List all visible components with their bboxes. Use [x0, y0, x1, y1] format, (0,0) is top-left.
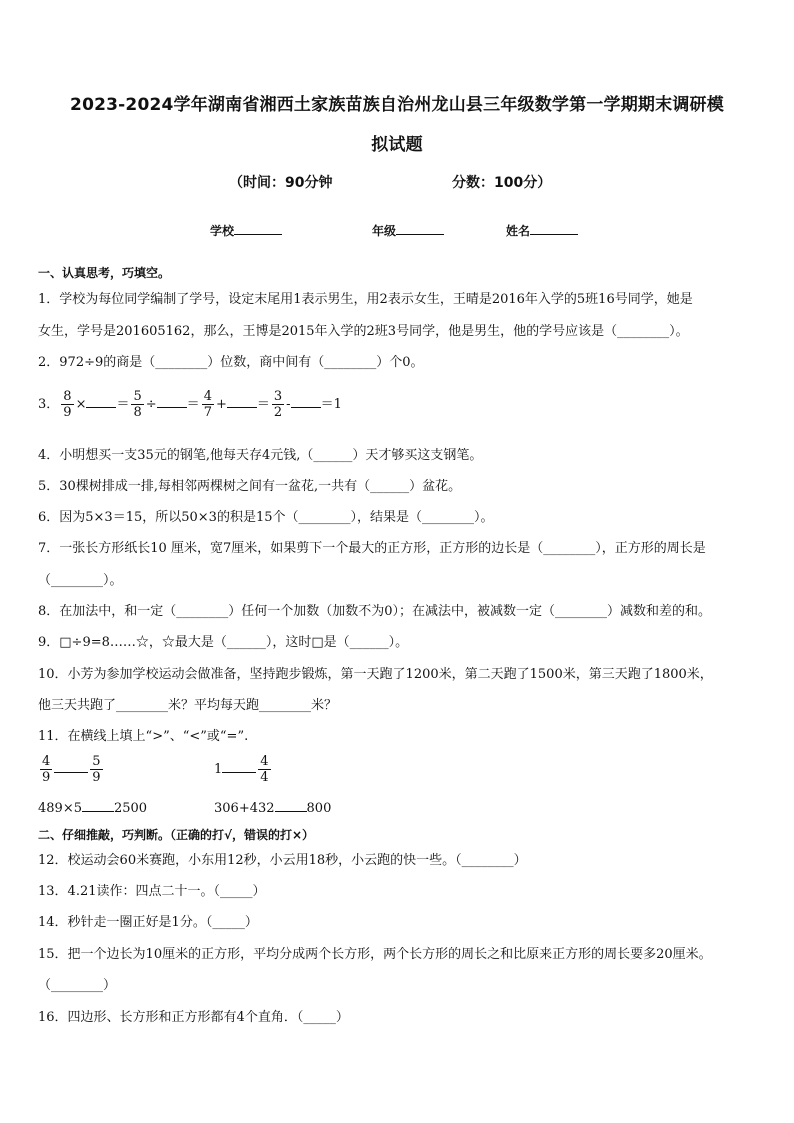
- q3-fraction-4: $\frac{3}{2}$: [273, 389, 283, 420]
- section-1-heading: 一、认真思考，巧填空。: [38, 266, 171, 280]
- q11-item-a: [38, 754, 105, 785]
- q3-blank-1[interactable]: [86, 397, 116, 408]
- q11a-blank[interactable]: [54, 762, 88, 773]
- q11c-left: 489×5: [38, 801, 82, 816]
- question-3: 3． $\frac{8}{9}$ × ＝ $\frac{5}{8}$ ÷ ＝ $\frac{4}{7}$ + ＝ $\frac{3}{2}$ - ＝1: [38, 389, 342, 420]
- q11c-right: 2500: [113, 801, 148, 816]
- grade-field[interactable]: [372, 222, 396, 239]
- exam-title-line1: 2023-2024学年湖南省湘西土家族苗族自治州龙山县三年级数学第一学期期末调研模: [70, 95, 724, 115]
- school-field[interactable]: [210, 222, 234, 239]
- question-5: 5．30棵树排成一排,每相邻两棵树之间有一盆花,一共有（______）盆花。: [38, 479, 462, 494]
- question-14: 14．秒针走一圈正好是1分。（_____）: [38, 915, 258, 930]
- exam-title-line2: 拟试题: [371, 135, 423, 155]
- question-9: 9．□÷9=8……☆，☆最大是（______），这时□是（______）。: [38, 635, 409, 650]
- question-4: 4．小明想买一支35元的钢笔,他每天存4元钱,（______）天才够买这支钢笔。: [38, 448, 483, 463]
- name-field[interactable]: [506, 222, 530, 239]
- question-13: 13．4.21读作：四点二十一。（_____）: [38, 884, 266, 899]
- grade-label: 年级: [372, 224, 397, 238]
- q3-blank-2[interactable]: [157, 397, 187, 408]
- question-2: 2．972÷9的商是（________）位数，商中间有（________）个0。: [38, 355, 424, 370]
- q11d-right: 800: [306, 801, 332, 816]
- q11a-left-fraction: $\frac{4}{9}$: [42, 754, 51, 785]
- q3-fraction-2: $\frac{5}{8}$: [133, 389, 142, 420]
- q3-fraction-3: $\frac{4}{7}$: [203, 389, 212, 420]
- q11b-right-fraction: $\frac{4}{4}$: [260, 754, 269, 785]
- school-blank[interactable]: [234, 222, 282, 235]
- q11c-blank[interactable]: [82, 801, 114, 812]
- name-label: 姓名: [506, 224, 531, 238]
- q11a-right-fraction: $\frac{5}{9}$: [92, 754, 101, 785]
- section-2-heading: 二、仔细推敲，巧判断。（正确的打√，错误的打×）: [38, 828, 315, 842]
- grade-blank[interactable]: [396, 222, 444, 235]
- q3-fraction-1: $\frac{8}{9}$: [63, 389, 72, 420]
- question-6: 6．因为5×3＝15，所以50×3的积是15个（________），结果是（________）。: [38, 510, 494, 525]
- q11d-blank[interactable]: [275, 801, 307, 812]
- q11b-left: 1: [214, 762, 223, 777]
- q11b-blank[interactable]: [222, 762, 256, 773]
- score-label: 分数：100分）: [452, 175, 552, 191]
- question-7-line1: 7．一张长方形纸长10 厘米，宽7厘米，如果剪下一个最大的正方形，正方形的边长是（________），正方形的周长是: [38, 541, 706, 556]
- question-15-line1: 15．把一个边长为10厘米的正方形，平均分成两个长方形，两个长方形的周长之和比原来正方形的周长要多20厘米。: [38, 947, 712, 962]
- q3-label: 3．: [38, 397, 60, 412]
- school-label: 学校: [210, 224, 235, 238]
- question-1-line1: 1．学校为每位同学编制了学号，设定末尾用1表示男生，用2表示女生，王晴是2016年入学的5班16号同学，她是: [38, 292, 693, 307]
- question-15-line2: （________）: [38, 978, 117, 993]
- q11-item-d: [214, 801, 331, 816]
- time-label: （时间：90分钟: [229, 175, 333, 191]
- question-10-line1: 10．小芳为参加学校运动会做准备，坚持跑步锻炼，第一天跑了1200米，第二天跑了1500米，第三天跑了1800米，: [38, 667, 713, 682]
- question-8: 8．在加法中，和一定（________）任何一个加数（加数不为0）；在减法中，被减数一定（________）减数和差的和。: [38, 604, 712, 619]
- q11-item-c: [38, 801, 147, 816]
- name-blank[interactable]: [530, 222, 578, 235]
- q3-blank-4[interactable]: [291, 397, 321, 408]
- question-7-line2: （________）。: [38, 573, 123, 588]
- question-11: 11．在横线上填上“>”、“<”或“=”.: [38, 729, 249, 744]
- question-10-line2: 他三天共跑了________米？平均每天跑________米？: [38, 698, 338, 713]
- student-info: [0, 222, 794, 242]
- question-1-line2: 女生，学号是201605162，那么，王博是2015年入学的2班3号同学，他是男生，他的学号应该是（________）。: [38, 324, 689, 339]
- question-16: 16．四边形、长方形和正方形都有4个直角．（_____）: [38, 1010, 349, 1025]
- exam-meta: [0, 172, 794, 194]
- question-12: 12．校运动会60米赛跑，小东用12秒，小云用18秒，小云跑的快一些。（________）: [38, 853, 527, 868]
- q11-item-b: [214, 754, 273, 785]
- q3-blank-3[interactable]: [227, 397, 257, 408]
- q11d-left: 306+432: [214, 801, 275, 816]
